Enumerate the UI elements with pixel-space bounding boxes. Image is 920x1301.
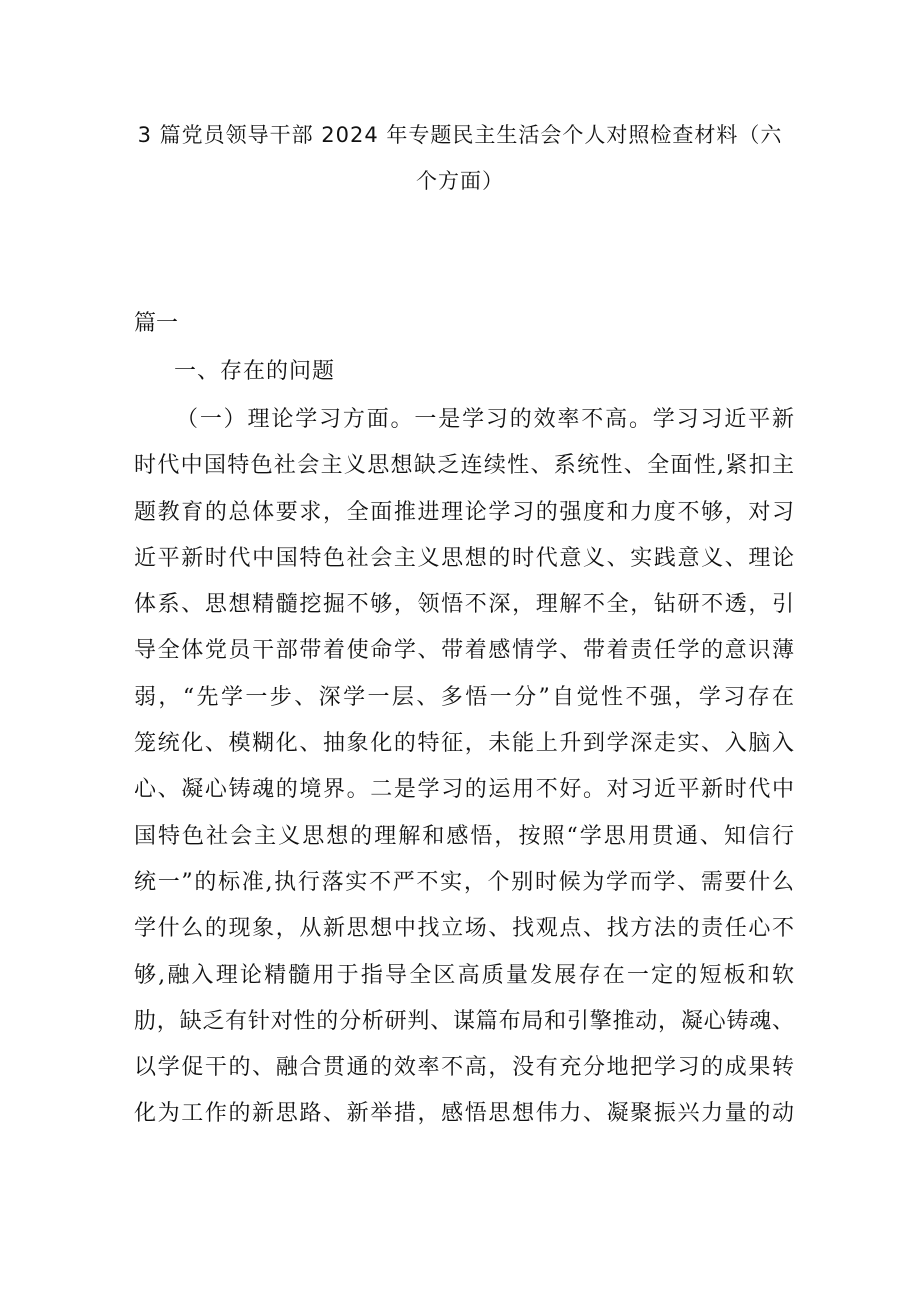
- title-line-2: 个方面）: [416, 169, 504, 193]
- body-line: 化为工作的新思路、新举措，感悟思想伟力、凝聚振兴力量的动: [134, 1101, 794, 1127]
- body-line: 体系、思想精髓挖掘不够，领悟不深，理解不全，钻研不透，引: [134, 592, 794, 618]
- body-line: 弱，“先学一步、深学一层、多悟一分”自觉性不强，学习存在: [134, 684, 794, 710]
- body-line: 以学促干的、融合贯通的效率不高，没有充分地把学习的成果转: [134, 1055, 794, 1081]
- body-line: 统一”的标准,执行落实不严不实，个别时候为学而学、需要什么: [134, 869, 794, 895]
- body-line: （一）理论学习方面。一是学习的效率不高。学习习近平新: [176, 407, 794, 432]
- body-line: 够,融入理论精髓用于指导全区高质量发展存在一定的短板和软: [134, 962, 794, 988]
- body-line: 题教育的总体要求，全面推进理论学习的强度和力度不够，对习: [134, 499, 794, 525]
- body-line: 国特色社会主义思想的理解和感悟，按照“学思用贯通、知信行: [134, 823, 794, 849]
- section-subheading: 一、存在的问题: [174, 359, 336, 384]
- body-paragraph: [134, 404, 794, 1145]
- body-line: 近平新时代中国特色社会主义思想的时代意义、实践意义、理论: [134, 545, 794, 571]
- body-line: 学什么的现象，从新思想中找立场、找观点、找方法的责任心不: [134, 916, 794, 942]
- title-line-1: 3 篇党员领导干部 2024 年专题民主生活会个人对照检查材料（六: [137, 123, 783, 147]
- body-line: 笼统化、模糊化、抽象化的特征，未能上升到学深走实、入脑入: [134, 731, 794, 757]
- document-title: [118, 112, 802, 204]
- body-line: 心、凝心铸魂的境界。二是学习的运用不好。对习近平新时代中: [134, 777, 794, 803]
- body-line: 导全体党员干部带着使命学、带着感情学、带着责任学的意识薄: [134, 638, 794, 664]
- section-label: 篇一: [134, 311, 179, 336]
- body-line: 肋，缺乏有针对性的分析研判、谋篇布局和引擎推动，凝心铸魂、: [134, 1008, 794, 1034]
- body-line: 时代中国特色社会主义思想缺乏连续性、系统性、全面性,紧扣主: [134, 453, 794, 479]
